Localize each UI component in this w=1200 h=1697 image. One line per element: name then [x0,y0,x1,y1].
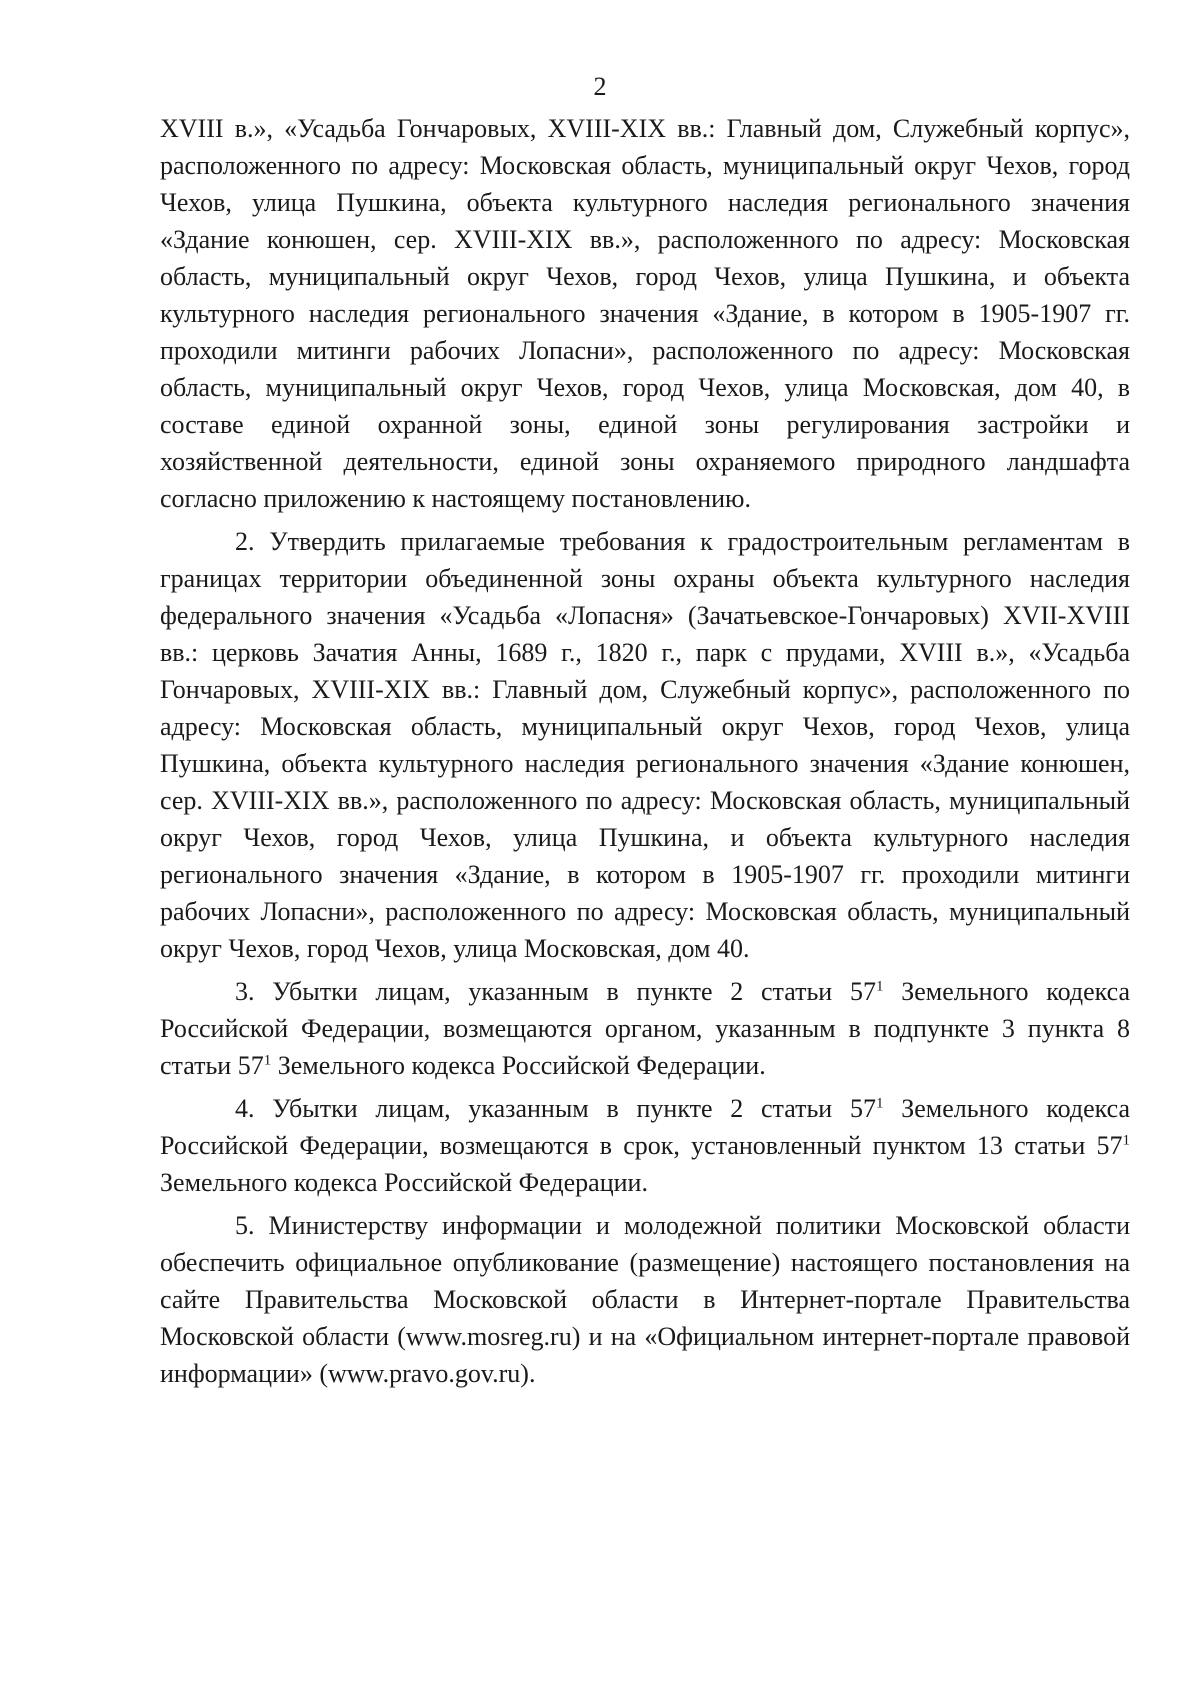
superscript: 1 [875,1095,884,1112]
paragraph-text: Земельного кодекса Российской Федерации, возмещаются органом, указанным в подпункте 3 пункта 8 статьи 57 [160,977,1130,1080]
document-body [160,110,1130,1398]
superscript: 1 [875,978,884,995]
paragraph-text: 2. Утвердить прилагаемые требования к градостроительным регламентам в границах территории объединенной зоны охраны объекта культурного наследия федерального значения «Усадьба «Лопасня» (Зачатьевское-Гончаровых) XVII-XVIII вв.: церковь Зачатия Анны, 1689 г., 1820 г., парк с прудами, XVIII в.», «Усадьба Гончаровых, XVIII-XIX вв.: Главный дом, Служебный корпус», расположенного по адресу: Московская область, муниципальный округ Чехов, город Чехов, улица Пушкина, объекта культурного наследия регионального значения «Здание конюшен, сер. XVIII-XIX вв.», расположенного по адресу: Московская область, муниципальный округ Чехов, город Чехов, улица Пушкина, и объекта культурного наследия регионального значения «Здание, в котором в 1905-1907 гг. проходили митинги рабочих Лопасни», расположенного по адресу: Московская область, муниципальный округ Чехов, город Чехов, улица Московская, дом 40. [160,527,1130,963]
paragraph-text: Земельного кодекса Российской Федерации. [271,1051,766,1080]
paragraph-item-2 [160,523,1130,967]
paragraph-text: 5. Министерству информации и молодежной политики Московской области обеспечить официальное опубликование (размещение) настоящего постановления на сайте Правительства Московской области в Интернет-портале Правительства Московской области (www.mosreg.ru) и на «Официальном интернет-портале правовой информации» (www.pravo.gov.ru). [160,1211,1130,1388]
paragraph-text: XVIII в.», «Усадьба Гончаровых, XVIII-XIX вв.: Главный дом, Служебный корпус», расположенного по адресу: Московская область, муниципальный округ Чехов, город Чехов, улица Пушкина, объекта культурного наследия регионального значения «Здание конюшен, сер. XVIII-XIX вв.», расположенного по адресу: Московская область, муниципальный округ Чехов, город Чехов, улица Пушкина, и объекта культурного наследия регионального значения «Здание, в котором в 1905-1907 гг. проходили митинги рабочих Лопасни», расположенного по адресу: Московская область, муниципальный округ Чехов, город Чехов, улица Московская, дом 40, в составе единой охранной зоны, единой зоны регулирования застройки и хозяйственной деятельности, единой зоны охраняемого природного ландшафта согласно приложению к настоящему постановлению. [160,114,1130,513]
superscript: 1 [263,1052,272,1069]
paragraph-text: Земельного кодекса Российской Федерации. [160,1168,648,1197]
paragraph-text: 3. Убытки лицам, указанным в пункте 2 статьи 57 [235,977,876,1006]
paragraph-item-4 [160,1090,1130,1201]
page-number: 2 [593,72,607,101]
paragraph-item-3 [160,973,1130,1084]
paragraph-text: Земельного кодекса Российской Федерации, возмещаются в срок, установленный пунктом 13 статьи 57 [160,1094,1130,1160]
paragraph-continuation [160,110,1130,517]
superscript: 1 [1122,1132,1130,1149]
paragraph-text: 4. Убытки лицам, указанным в пункте 2 статьи 57 [235,1094,876,1123]
paragraph-item-5 [160,1207,1130,1392]
